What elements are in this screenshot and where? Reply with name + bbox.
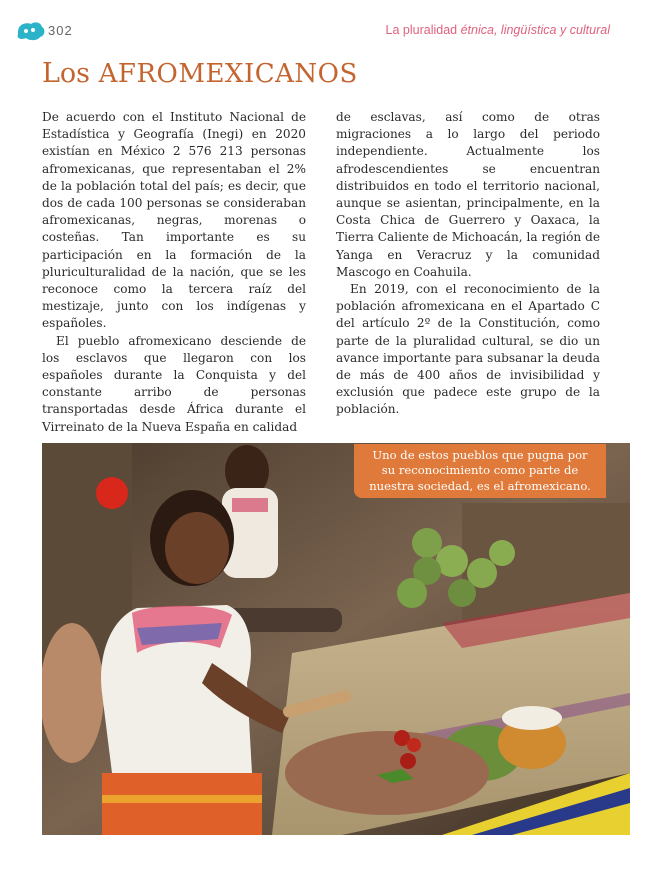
photo-afromexican-women (42, 443, 630, 835)
paragraph: En 2019, con el reconocimiento de la población afromexicana en el Apartado C del artículo 2º de la Constitución, como parte de la pluralidad cultural, se dio un avance importante para subsanar la deuda de más de 400 años de invisibilidad y exclusión que padece este grupo de la población. (336, 282, 600, 417)
text-column-right (336, 109, 600, 419)
text-column-left (42, 109, 306, 436)
paragraph: De acuerdo con el Instituto Nacional de Estadística y Geografía (Inegi) en 2020 existían en México 2 576 213 personas afromexicanas, que representaban el 2% de la población total del país; es decir, que dos de cada 100 personas se consideraban afromexicanas, negras, morenas o costeñas. Tan importante es su participación en la formación de la pluriculturalidad de la nación, que se les reconoce como la tercera raíz del mestizaje, junto con los indígenas y españoles. (42, 110, 306, 331)
page-title (42, 56, 358, 89)
photo-caption: Uno de estos pueblos que pugna por su reconocimiento como parte de nuestra sociedad, es el afromexicano. (354, 444, 606, 498)
running-head (386, 23, 610, 37)
title-part-afromexicanos: AFROMEXICANOS (98, 59, 358, 89)
running-head-italic: étnica, lingüística y cultural (460, 23, 610, 37)
dialogue-bubble-logo-icon (14, 20, 46, 42)
paragraph: de esclavas, así como de otras migraciones a lo largo del periodo independiente. Actualmente los afrodescendientes se encuentran distribuidos en todo el territorio nacional, aunque se asientan, principalmente, en la Costa Chica de Guerrero y Oaxaca, la Tierra Caliente de Michoacán, la región de Yanga en Veracruz y la comunidad Mascogo en Coahuila. (336, 110, 600, 279)
page-number: 302 (48, 23, 73, 38)
title-part-los: Los (42, 58, 99, 89)
page-header (14, 20, 610, 46)
running-head-plain: La pluralidad (385, 23, 461, 37)
paragraph: El pueblo afromexicano desciende de los esclavos que llegaron con los españoles durante la Conquista y del constante arribo de personas transportadas desde África durante el Virreinato de la Nueva España en calidad (42, 333, 306, 434)
